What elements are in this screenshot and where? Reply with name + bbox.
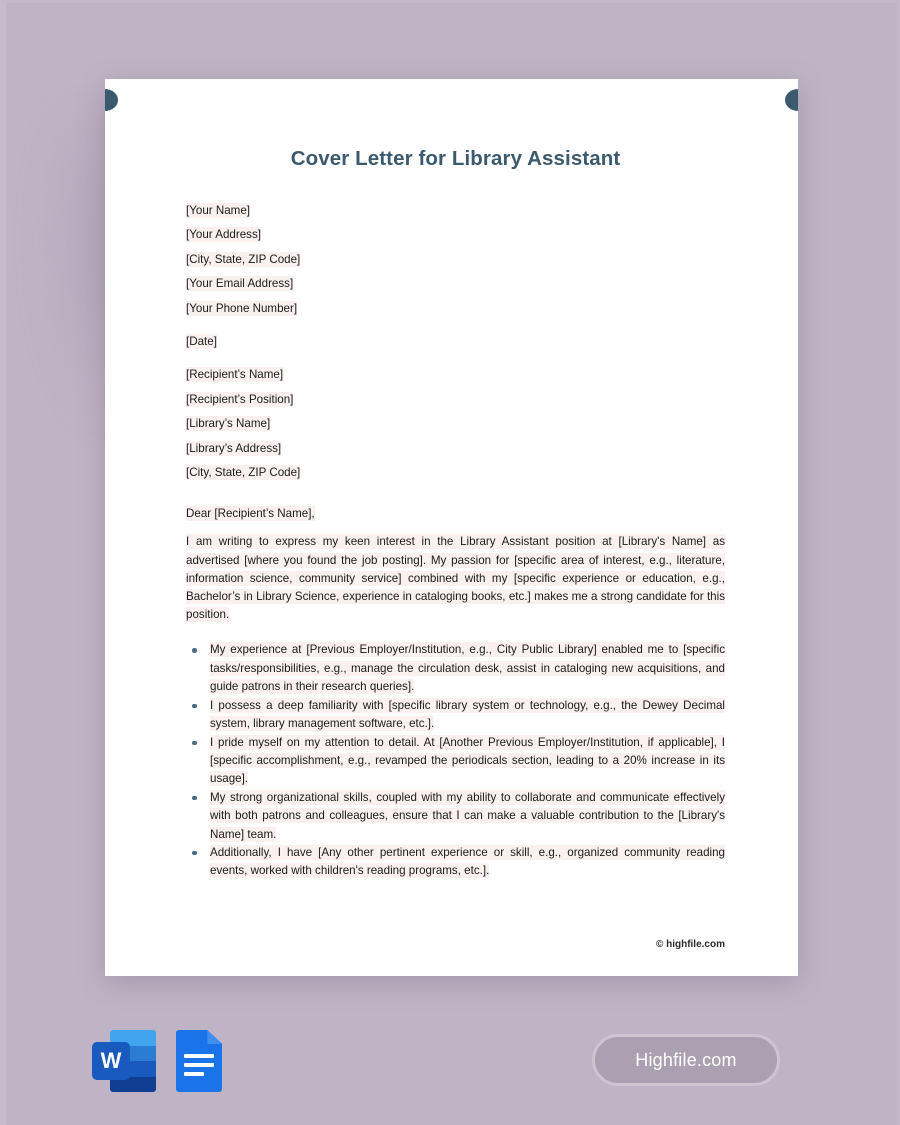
recipient-line [186, 363, 725, 387]
bullet-dot-icon [192, 704, 197, 709]
sender-line-text: [Your Address] [186, 228, 261, 242]
word-icon-letter: W [92, 1042, 130, 1080]
page-corner-dot-left [105, 89, 118, 111]
bullet-dot-icon [192, 741, 197, 746]
recipient-line-text: [Library’s Name] [186, 417, 271, 431]
list-item [186, 641, 725, 696]
list-item-text: I possess a deep familiarity with [specific library system or technology, e.g., the Dewey Decimal system, library management software, etc.]. [210, 698, 725, 731]
sender-line-text: [Your Phone Number] [186, 301, 298, 315]
bullet-dot-icon [192, 648, 197, 653]
list-item [186, 844, 725, 881]
sender-line-text: [City, State, ZIP Code] [186, 252, 301, 266]
document-page [105, 79, 798, 976]
recipient-line [186, 461, 725, 485]
google-docs-icon[interactable] [170, 1026, 234, 1096]
list-item-text: I pride myself on my attention to detail. At [Another Previous Employer/Institution, if applicable], I [specific accomplishment, e.g., revamped the periodicals section, leading to a 20% increase in its usage]. [210, 735, 725, 786]
recipient-line [186, 388, 725, 412]
microsoft-word-icon[interactable] [92, 1026, 156, 1096]
sender-line [186, 223, 725, 247]
list-item [186, 697, 725, 734]
docs-icon-fold [207, 1030, 222, 1044]
sender-line [186, 199, 725, 223]
brand-button[interactable] [592, 1034, 780, 1086]
list-item-text: Additionally, I have [Any other pertinent experience or skill, e.g., organized community reading events, worked with children's reading programs, etc.]. [210, 845, 725, 878]
sender-line [186, 272, 725, 296]
footer-copyright: © highfile.com [655, 939, 725, 950]
sender-line-text: [Your Email Address] [186, 277, 294, 291]
document-content [186, 79, 725, 881]
sender-line [186, 297, 725, 321]
recipient-line [186, 437, 725, 461]
opening-paragraph [186, 533, 725, 624]
recipient-line-text: [Library’s Address] [186, 441, 282, 455]
salutation [186, 505, 725, 523]
list-item-text: My experience at [Previous Employer/Institution, e.g., City Public Library] enabled me to [specific tasks/responsibilities, e.g., manage the circulation desk, assist in cataloging new acquisitions, and guide patrons in their research queries]. [210, 643, 725, 694]
recipient-address-block [186, 363, 725, 485]
list-item [186, 789, 725, 844]
sender-address-block [186, 199, 725, 321]
recipient-line-text: [Recipient’s Position] [186, 392, 294, 406]
date-line [186, 330, 725, 354]
qualifications-list [186, 641, 725, 880]
list-item [186, 734, 725, 789]
bullet-dot-icon [192, 851, 197, 856]
opening-paragraph-text: I am writing to express my keen interest in the Library Assistant position at [Library's Name] as advertised [where you found the job posting]. My passion for [specific area of interest, e.g., literature, information science, community service] combined with my [specific experience or education, e.g., Bachelor’s in Library Science, experience in cataloging books, etc.] makes me a strong candidate for this position. [186, 535, 725, 622]
brand-button-label: Highfile.com [635, 1049, 737, 1070]
date-block [186, 330, 725, 354]
date-line-text: [Date] [186, 335, 217, 349]
recipient-line-text: [City, State, ZIP Code] [186, 466, 301, 480]
recipient-line [186, 412, 725, 436]
salutation-text: Dear [Recipient’s Name], [186, 507, 315, 521]
list-item-text: My strong organizational skills, coupled with my ability to collaborate and communicate effectively with both patrons and colleagues, ensure that I can make a valuable contribution to the [Library's Name] team. [210, 790, 725, 841]
page-corner-dot-right [785, 89, 798, 111]
sender-line-text: [Your Name] [186, 204, 251, 217]
sender-line [186, 248, 725, 272]
format-icons [92, 1026, 234, 1096]
docs-icon-lines [184, 1054, 214, 1081]
recipient-line-text: [Recipient’s Name] [186, 368, 284, 382]
page-title: Cover Letter for Library Assistant [290, 147, 621, 170]
bullet-dot-icon [192, 796, 197, 801]
